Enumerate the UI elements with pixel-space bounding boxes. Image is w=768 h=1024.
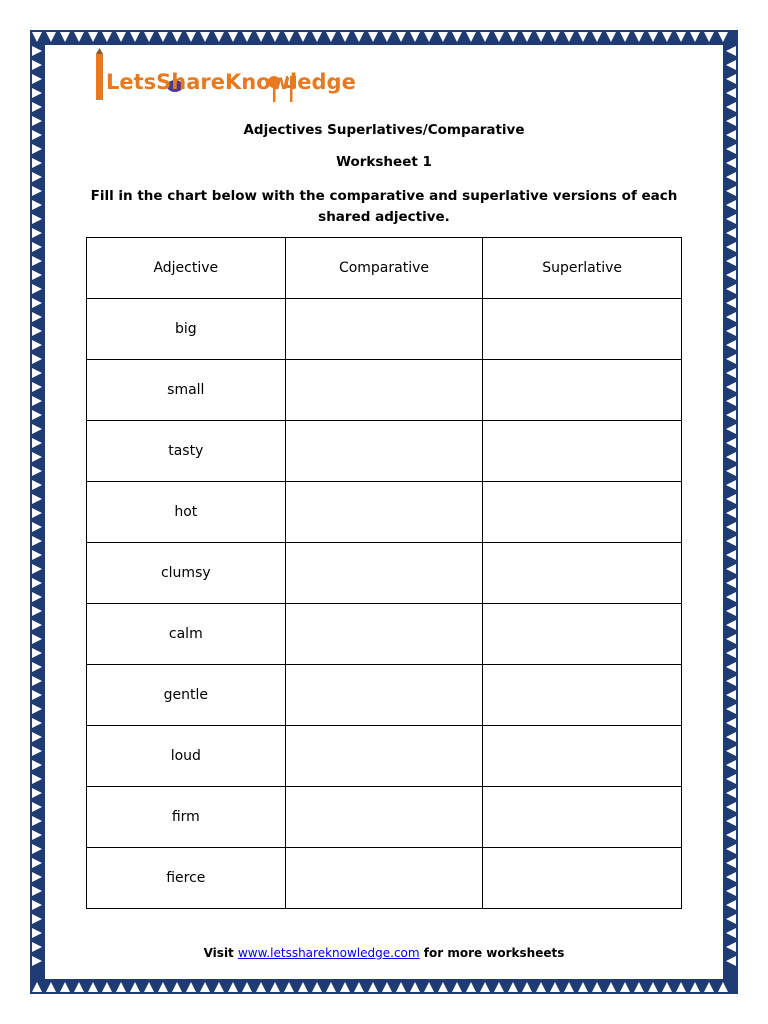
border-triangle [564,982,574,992]
superlative-cell[interactable] [483,604,682,665]
border-triangle [32,312,42,322]
border-triangle [726,256,736,266]
border-triangle [726,200,736,210]
border-triangle [726,718,736,728]
border-triangle [592,982,602,992]
table-header-row [87,238,682,299]
border-triangle [726,144,736,154]
border-triangle [32,676,42,686]
border-triangle [32,802,42,812]
border-triangle [690,982,700,992]
border-triangle [726,228,736,238]
border-triangle [32,914,42,924]
border-triangle [726,788,736,798]
superlative-cell[interactable] [483,482,682,543]
border-triangle [32,172,42,182]
comparative-cell[interactable] [285,726,483,787]
border-triangle [88,982,98,992]
border-triangle [726,774,736,784]
border-triangle [32,340,42,350]
border-triangle [214,32,224,42]
border-triangle [32,606,42,616]
border-triangle [368,982,378,992]
logo-text: LetsShareKnowledge [106,70,356,94]
border-triangle [726,886,736,896]
border-triangle [32,494,42,504]
border-triangle [32,382,42,392]
border-triangle [726,564,736,574]
border-triangle [726,60,736,70]
border-triangle [648,32,658,42]
table-row [87,482,682,543]
superlative-cell[interactable] [483,726,682,787]
border-triangle [354,982,364,992]
border-triangle [726,536,736,546]
border-triangle [396,982,406,992]
border-triangle [726,676,736,686]
border-triangle [424,32,434,42]
superlative-cell[interactable] [483,299,682,360]
border-triangle [726,74,736,84]
border-triangle [726,186,736,196]
border-triangle [726,816,736,826]
comparative-cell[interactable] [285,360,483,421]
superlative-cell[interactable] [483,360,682,421]
border-triangle [298,32,308,42]
border-triangle [726,46,736,56]
border-triangle [32,508,42,518]
comparative-cell[interactable] [285,787,483,848]
border-triangle [592,32,602,42]
border-triangle [116,982,126,992]
border-triangle [32,522,42,532]
border-triangle [522,32,532,42]
border-triangle [32,564,42,574]
border-triangle [452,32,462,42]
border-triangle [32,830,42,840]
adjective-cell: fierce [87,848,286,909]
column-header-adjective: Adjective [87,238,286,299]
border-triangle [410,32,420,42]
border-triangle [200,982,210,992]
adjective-cell: big [87,299,286,360]
adjective-cell: hot [87,482,286,543]
border-triangle [662,32,672,42]
border-triangle [102,982,112,992]
border-triangle [32,774,42,784]
border-triangle [726,242,736,252]
border-triangle [32,200,42,210]
border-triangle [726,508,736,518]
border-triangle [410,982,420,992]
footer-suffix: for more worksheets [423,946,565,960]
border-triangle [74,32,84,42]
border-triangle [32,592,42,602]
adjective-cell: firm [87,787,286,848]
border-triangle [228,32,238,42]
border-triangle [726,872,736,882]
border-triangle [726,298,736,308]
border-triangle [32,466,42,476]
border-triangle [130,982,140,992]
border-triangle [32,872,42,882]
border-triangle [438,982,448,992]
border-triangle [32,424,42,434]
border-triangle [726,928,736,938]
border-triangle [452,982,462,992]
border-triangle [74,982,84,992]
border-triangle [32,144,42,154]
border-triangle [32,60,42,70]
border-triangle [578,982,588,992]
border-triangle [144,982,154,992]
border-triangle [648,982,658,992]
border-triangle [438,32,448,42]
border-triangle [32,326,42,336]
border-triangle [186,982,196,992]
border-triangle [382,982,392,992]
border-triangle [32,690,42,700]
border-triangle [726,634,736,644]
border-triangle [726,732,736,742]
border-triangle [726,354,736,364]
border-triangle [726,368,736,378]
border-triangle [726,914,736,924]
border-triangle [726,88,736,98]
border-triangle [32,704,42,714]
border-triangle [32,270,42,280]
border-triangle [32,438,42,448]
border-triangle [242,982,252,992]
border-triangle [32,256,42,266]
border-triangle [32,550,42,560]
border-triangle [32,662,42,672]
border-triangle [32,760,42,770]
border-triangle [32,620,42,630]
border-triangle [270,982,280,992]
border-triangle [158,32,168,42]
comparative-cell[interactable] [285,482,483,543]
border-triangle [466,32,476,42]
table-row [87,604,682,665]
border-triangle [726,802,736,812]
border-triangle [326,32,336,42]
border-triangle [32,816,42,826]
superlative-cell[interactable] [483,787,682,848]
border-triangle [200,32,210,42]
adjective-chart [86,237,682,909]
border-triangle [726,102,736,112]
border-triangle [726,480,736,490]
border-triangle [578,32,588,42]
border-triangle [32,732,42,742]
table-row [87,848,682,909]
border-triangle [396,32,406,42]
border-triangle [726,284,736,294]
border-triangle [726,620,736,630]
border-triangle [726,340,736,350]
border-triangle [32,886,42,896]
border-triangle [726,690,736,700]
border-triangle [32,186,42,196]
border-triangle [256,982,266,992]
border-triangle [726,396,736,406]
page-footer [0,946,768,960]
border-triangle [46,982,56,992]
adjective-cell: gentle [87,665,286,726]
adjective-cell: clumsy [87,543,286,604]
border-triangle [634,32,644,42]
border-triangle [32,718,42,728]
border-triangle [144,32,154,42]
border-triangle [726,312,736,322]
border-triangle [32,536,42,546]
adjective-cell: small [87,360,286,421]
border-triangle [130,32,140,42]
border-triangle [32,452,42,462]
border-triangle [726,326,736,336]
border-triangle [726,760,736,770]
comparative-cell[interactable] [285,848,483,909]
superlative-cell[interactable] [483,848,682,909]
border-triangle [550,32,560,42]
border-triangle [32,858,42,868]
border-triangle [32,242,42,252]
table-row [87,421,682,482]
border-triangle [726,382,736,392]
border-triangle [32,88,42,98]
border-triangle [186,32,196,42]
border-triangle [158,982,168,992]
footer-prefix: Visit [203,946,234,960]
border-triangle [32,228,42,238]
border-triangle [214,982,224,992]
adjective-cell: tasty [87,421,286,482]
border-triangle [172,982,182,992]
border-triangle [726,494,736,504]
border-triangle [620,32,630,42]
border-triangle [726,424,736,434]
border-triangle [116,32,126,42]
border-triangle [32,284,42,294]
border-triangle [32,648,42,658]
border-triangle [32,844,42,854]
adjective-cell: calm [87,604,286,665]
border-triangle [424,982,434,992]
border-triangle [676,982,686,992]
border-triangle [32,354,42,364]
border-triangle [606,32,616,42]
border-triangle [32,634,42,644]
border-triangle [32,578,42,588]
border-triangle [46,32,56,42]
border-triangle [32,788,42,798]
border-triangle [726,704,736,714]
superlative-cell[interactable] [483,665,682,726]
border-triangle [550,982,560,992]
border-triangle [382,32,392,42]
superlative-cell[interactable] [483,421,682,482]
border-triangle [676,32,686,42]
border-triangle [726,438,736,448]
border-triangle [662,982,672,992]
border-triangle [522,982,532,992]
border-triangle [32,214,42,224]
border-triangle [536,982,546,992]
border-triangle [32,410,42,420]
border-triangle [718,982,728,992]
comparative-cell[interactable] [285,543,483,604]
border-triangle [242,32,252,42]
border-triangle [726,592,736,602]
border-triangle [508,32,518,42]
table-row [87,726,682,787]
border-triangle [32,928,42,938]
border-triangle [312,32,322,42]
border-triangle [726,522,736,532]
comparative-cell[interactable] [285,665,483,726]
border-triangle [726,606,736,616]
border-triangle [32,32,42,42]
border-triangle [726,746,736,756]
border-triangle [312,982,322,992]
border-triangle [564,32,574,42]
border-triangle [340,982,350,992]
table-row [87,360,682,421]
border-triangle [726,662,736,672]
border-triangle [32,746,42,756]
border-triangle [634,982,644,992]
border-triangle [480,32,490,42]
border-triangle [284,982,294,992]
site-logo [92,48,356,106]
border-triangle [256,32,266,42]
column-header-comparative: Comparative [285,238,483,299]
border-triangle [32,396,42,406]
instructions-text: Fill in the chart below with the comparative and superlative versions of each shared adjective. [90,188,678,225]
website-link[interactable]: www.letsshareknowledge.com [237,946,420,960]
border-triangle [704,982,714,992]
border-triangle [466,982,476,992]
border-triangle [368,32,378,42]
border-triangle [32,46,42,56]
border-triangle [726,648,736,658]
worksheet-title: Adjectives Superlatives/Comparative [243,122,525,138]
border-triangle [32,298,42,308]
border-triangle [690,32,700,42]
border-triangle [32,102,42,112]
border-triangle [726,172,736,182]
border-triangle [340,32,350,42]
table-row [87,543,682,604]
border-triangle [726,578,736,588]
border-triangle [32,74,42,84]
border-triangle [704,32,714,42]
border-triangle [172,32,182,42]
border-triangle [726,270,736,280]
border-triangle [284,32,294,42]
column-header-superlative: Superlative [483,238,682,299]
border-triangle [354,32,364,42]
border-triangle [32,900,42,910]
border-triangle [494,982,504,992]
border-triangle [298,982,308,992]
border-triangle [620,982,630,992]
border-triangle [480,982,490,992]
border-triangle [726,452,736,462]
border-triangle [228,982,238,992]
border-triangle [60,32,70,42]
border-triangle [726,466,736,476]
border-triangle [32,982,42,992]
comparative-cell[interactable] [285,604,483,665]
border-triangle [88,32,98,42]
border-triangle [726,844,736,854]
border-triangle [726,214,736,224]
border-triangle [32,368,42,378]
border-triangle [32,480,42,490]
table-row [87,299,682,360]
border-triangle [102,32,112,42]
border-triangle [726,550,736,560]
border-triangle [726,830,736,840]
border-triangle [508,982,518,992]
border-triangle [326,982,336,992]
border-triangle [494,32,504,42]
border-triangle [270,32,280,42]
table-row [87,787,682,848]
border-triangle [726,900,736,910]
comparative-cell[interactable] [285,421,483,482]
border-triangle [60,982,70,992]
superlative-cell[interactable] [483,543,682,604]
border-triangle [536,32,546,42]
border-triangle [726,410,736,420]
comparative-cell[interactable] [285,299,483,360]
worksheet-subtitle: Worksheet 1 [336,154,432,170]
border-triangle [606,982,616,992]
border-triangle [718,32,728,42]
table-row [87,665,682,726]
border-triangle [726,858,736,868]
adjective-cell: loud [87,726,286,787]
